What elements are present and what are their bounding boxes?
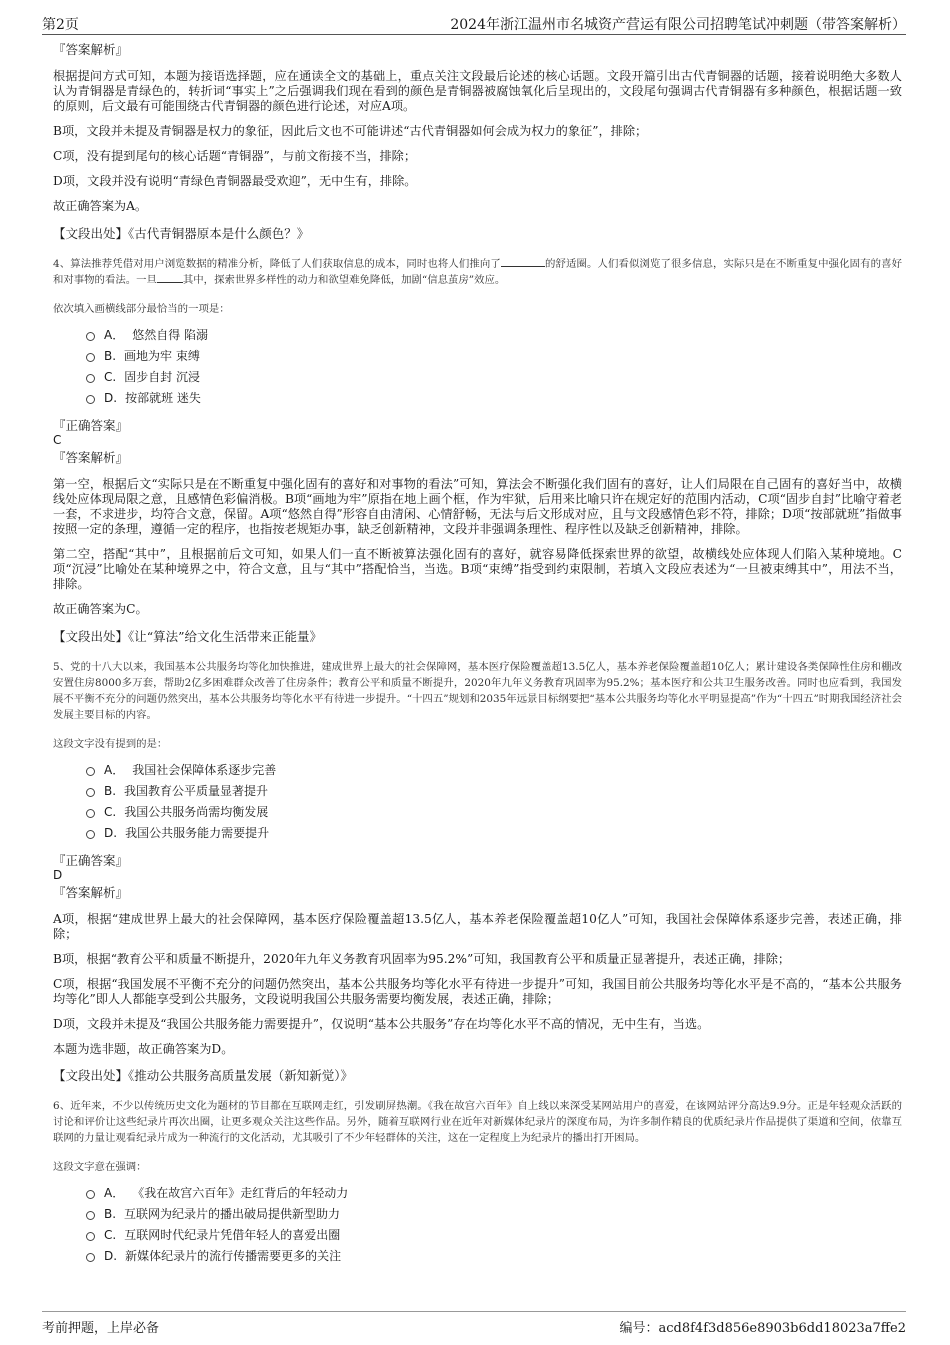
option-a[interactable]: A． 《我在故宫六百年》走红背后的年轻动力 — [86, 1186, 902, 1207]
q3-source: 【文段出处】《古代青铜器原本是什么颜色？》 — [53, 226, 310, 241]
q5-analysis-paragraph: C项，根据“我国发展不平衡不充分的问题仍然突出，基本公共服务均等化水平有待进一步提升”可知，我国目前公共服务均等化水平是不高的，“基本公共服务均等化”即人人都能享受到公共服务，文段说明我国公共服务需要均衡发展，表述正确，排除； — [53, 977, 902, 1006]
option-d[interactable]: D. 我国公共服务能力需要提升 — [86, 826, 902, 847]
page-footer — [42, 1311, 906, 1337]
footer-slogan: 考前押题，上岸必备 — [42, 1321, 160, 1336]
option-a[interactable]: A． 我国社会保障体系逐步完善 — [86, 763, 902, 784]
q4-stem: 4、算法推荐凭借对用户浏览数据的精准分析，降低了人们获取信息的成本，同时也将人们推向了 的舒适圈。人们看似浏览了很多信息，实际只是在不断重复中强化固有的喜好和对事物的看法。一旦 其中，探索世界多样性的动力和欲望难免降低，加剧“信息茧房”效应。 — [53, 258, 902, 286]
option-b[interactable]: B. 我国教育公平质量显著提升 — [86, 784, 902, 805]
q4-analysis-paragraph: 第一空，根据后文“实际只是在不断重复中强化固有的喜好和对事物的看法”可知，算法会不断强化我们固有的喜好，让人们局限在自己固有的喜好当中，故横线处应体现局限之意，且感情色彩偏消极。B项“画地为牢”原指在地上画个框，作为牢狱，后用来比喻只许在规定好的范围内活动，C项“固步自封”比喻守着老一套，不求进步，均符合文意，保留。A项“悠然自得”形容自由清闲、心情舒畅，无法与后文形成对应，且与文段感情色彩不符，排除；D项“按部就班”指做事按照一定的条理，遵循一定的程序，也指按老规矩办事，缺乏创新精神，文段并非强调条理性、程序性以及缺乏创新精神，排除。 — [53, 477, 902, 536]
q6-options — [86, 1186, 902, 1270]
correct-answer-label: 『正确答案』 — [53, 853, 129, 868]
radio-icon[interactable] — [86, 1232, 95, 1241]
document-code: 编号：acd8f4f3d856e8903b6dd18023a7ffe2 — [619, 1321, 906, 1336]
q4-answer: C — [53, 433, 62, 447]
q3-analysis-paragraph: D项，文段并没有说明“青绿色青铜器最受欢迎”，无中生有，排除。 — [53, 174, 417, 188]
radio-icon[interactable] — [86, 809, 95, 818]
option-a[interactable]: A． 悠然自得 陷溺 — [86, 328, 902, 349]
q3-conclusion: 故正确答案为A。 — [53, 199, 148, 213]
page-content — [53, 42, 902, 1276]
page-header — [42, 14, 906, 35]
option-d[interactable]: D. 按部就班 迷失 — [86, 391, 902, 412]
q6-stem: 6、近年来，不少以传统历史文化为题材的节目都在互联网走红，引发刷屏热潮。《我在故宫六百年》自上线以来深受某网站用户的喜爱，在该网站评分高达9.9分。正是年轻观众活跃的讨论和评价让这些纪录片再次出圈，让更多观众关注这些作品。另外，随着互联网行业在近年对新媒体纪录片的深度布局，为许多制作精良的优质纪录片作品提供了渠道和空间，依靠互联网的力量让观看纪录片成为一种流行的文化活动，尤其吸引了不少年轻群体的关注，这在一定程度上为纪录片的播出打开困局。 — [53, 1100, 902, 1144]
radio-icon[interactable] — [86, 1211, 95, 1220]
radio-icon[interactable] — [86, 395, 95, 404]
analysis-label: 『答案解析』 — [53, 42, 129, 57]
analysis-label: 『答案解析』 — [53, 450, 129, 465]
option-b[interactable]: B. 互联网为纪录片的播出破局提供新型助力 — [86, 1207, 902, 1228]
q5-options — [86, 763, 902, 847]
q6-prompt: 这段文字意在强调： — [53, 1161, 147, 1173]
q5-answer: D — [53, 868, 63, 882]
radio-icon[interactable] — [86, 788, 95, 797]
q5-source: 【文段出处】《推动公共服务高质量发展（新知新觉）》 — [53, 1068, 354, 1083]
radio-icon[interactable] — [86, 767, 95, 776]
option-b[interactable]: B. 画地为牢 束缚 — [86, 349, 902, 370]
q3-analysis-paragraph: C项，没有提到尾句的核心话题“青铜器”，与前文衔接不当，排除； — [53, 149, 417, 163]
analysis-label: 『答案解析』 — [53, 885, 129, 900]
radio-icon[interactable] — [86, 353, 95, 362]
option-c[interactable]: C. 固步自封 沉浸 — [86, 370, 902, 391]
radio-icon[interactable] — [86, 1190, 95, 1199]
page-number: 第2页 — [42, 17, 79, 33]
radio-icon[interactable] — [86, 1253, 95, 1262]
radio-icon[interactable] — [86, 830, 95, 839]
q3-analysis-paragraph: 根据提问方式可知，本题为接语选择题，应在通读全文的基础上，重点关注文段最后论述的核心话题。文段开篇引出古代青铜器的话题，接着说明绝大多数人认为青铜器是青绿色的，转折词“事实上”之后强调我们现在看到的颜色是青铜器被腐蚀氧化后呈现出的，文段尾句强调古代青铜器有多种颜色，根据话题一致的原则，后文最有可能围绕古代青铜器的颜色进行论述，对应A项。 — [53, 69, 902, 113]
q4-conclusion: 故正确答案为C。 — [53, 602, 148, 616]
radio-icon[interactable] — [86, 374, 95, 383]
q3-analysis-paragraph: B项，文段并未提及青铜器是权力的象征，因此后文也不可能讲述“古代青铜器如何会成为权力的象征”，排除； — [53, 124, 648, 138]
document-title: 2024年浙江温州市名城资产营运有限公司招聘笔试冲刺题（带答案解析） — [450, 17, 906, 33]
q5-stem: 5、党的十八大以来，我国基本公共服务均等化加快推进，建成世界上最大的社会保障网，基本医疗保险覆盖超13.5亿人，基本养老保险覆盖超10亿人；累计建设各类保障性住房和棚改安置住房8000多万套，帮助2亿多困难群众改善了住房条件；教育公平和质量不断提升，2020年九年义务教育巩固率为95.2%；基本医疗和公共卫生服务改善。同时也应看到，我国发展不平衡不充分的问题仍然突出，基本公共服务均等化水平有待进一步提升。“十四五”规划和2035年远景目标纲要把“基本公共服务均等化水平明显提高”作为“十四五”时期我国经济社会发展主要目标的内容。 — [53, 661, 902, 721]
option-c[interactable]: C. 互联网时代纪录片凭借年轻人的喜爱出圈 — [86, 1228, 902, 1249]
q4-options — [86, 328, 902, 412]
option-d[interactable]: D. 新媒体纪录片的流行传播需要更多的关注 — [86, 1249, 902, 1270]
option-c[interactable]: C. 我国公共服务尚需均衡发展 — [86, 805, 902, 826]
radio-icon[interactable] — [86, 332, 95, 341]
q4-source: 【文段出处】《让“算法”给文化生活带来正能量》 — [53, 629, 323, 644]
correct-answer-label: 『正确答案』 — [53, 418, 129, 433]
q5-prompt: 这段文字没有提到的是： — [53, 738, 168, 750]
fill-blank — [157, 273, 183, 283]
fill-blank — [501, 257, 545, 267]
q5-analysis-paragraph: B项，根据“教育公平和质量不断提升，2020年九年义务教育巩固率为95.2%”可知，我国教育公平和质量正显著提升，表述正确，排除； — [53, 952, 791, 966]
q5-conclusion: 本题为选非题，故正确答案为D。 — [53, 1042, 234, 1056]
q4-analysis-paragraph: 第二空，搭配“其中”，且根据前后文可知，如果人们一直不断被算法强化固有的喜好，就容易降低探索世界的欲望，故横线处应体现人们陷入某种境地。C项“沉浸”比喻处在某种境界之中，符合文意，且与“其中”搭配恰当，当选。B项“束缚”指受到约束限制，若填入文段应表述为“一旦被束缚其中”，用法不当，排除。 — [53, 547, 902, 591]
q4-prompt: 依次填入画横线部分最恰当的一项是： — [53, 303, 230, 315]
q5-analysis-paragraph: D项，文段并未提及“我国公共服务能力需要提升”，仅说明“基本公共服务”存在均等化水平不高的情况，无中生有，当选。 — [53, 1017, 710, 1031]
q5-analysis-paragraph: A项，根据“建成世界上最大的社会保障网，基本医疗保险覆盖超13.5亿人，基本养老保险覆盖超10亿人”可知，我国社会保障体系逐步完善，表述正确，排除； — [53, 912, 902, 941]
